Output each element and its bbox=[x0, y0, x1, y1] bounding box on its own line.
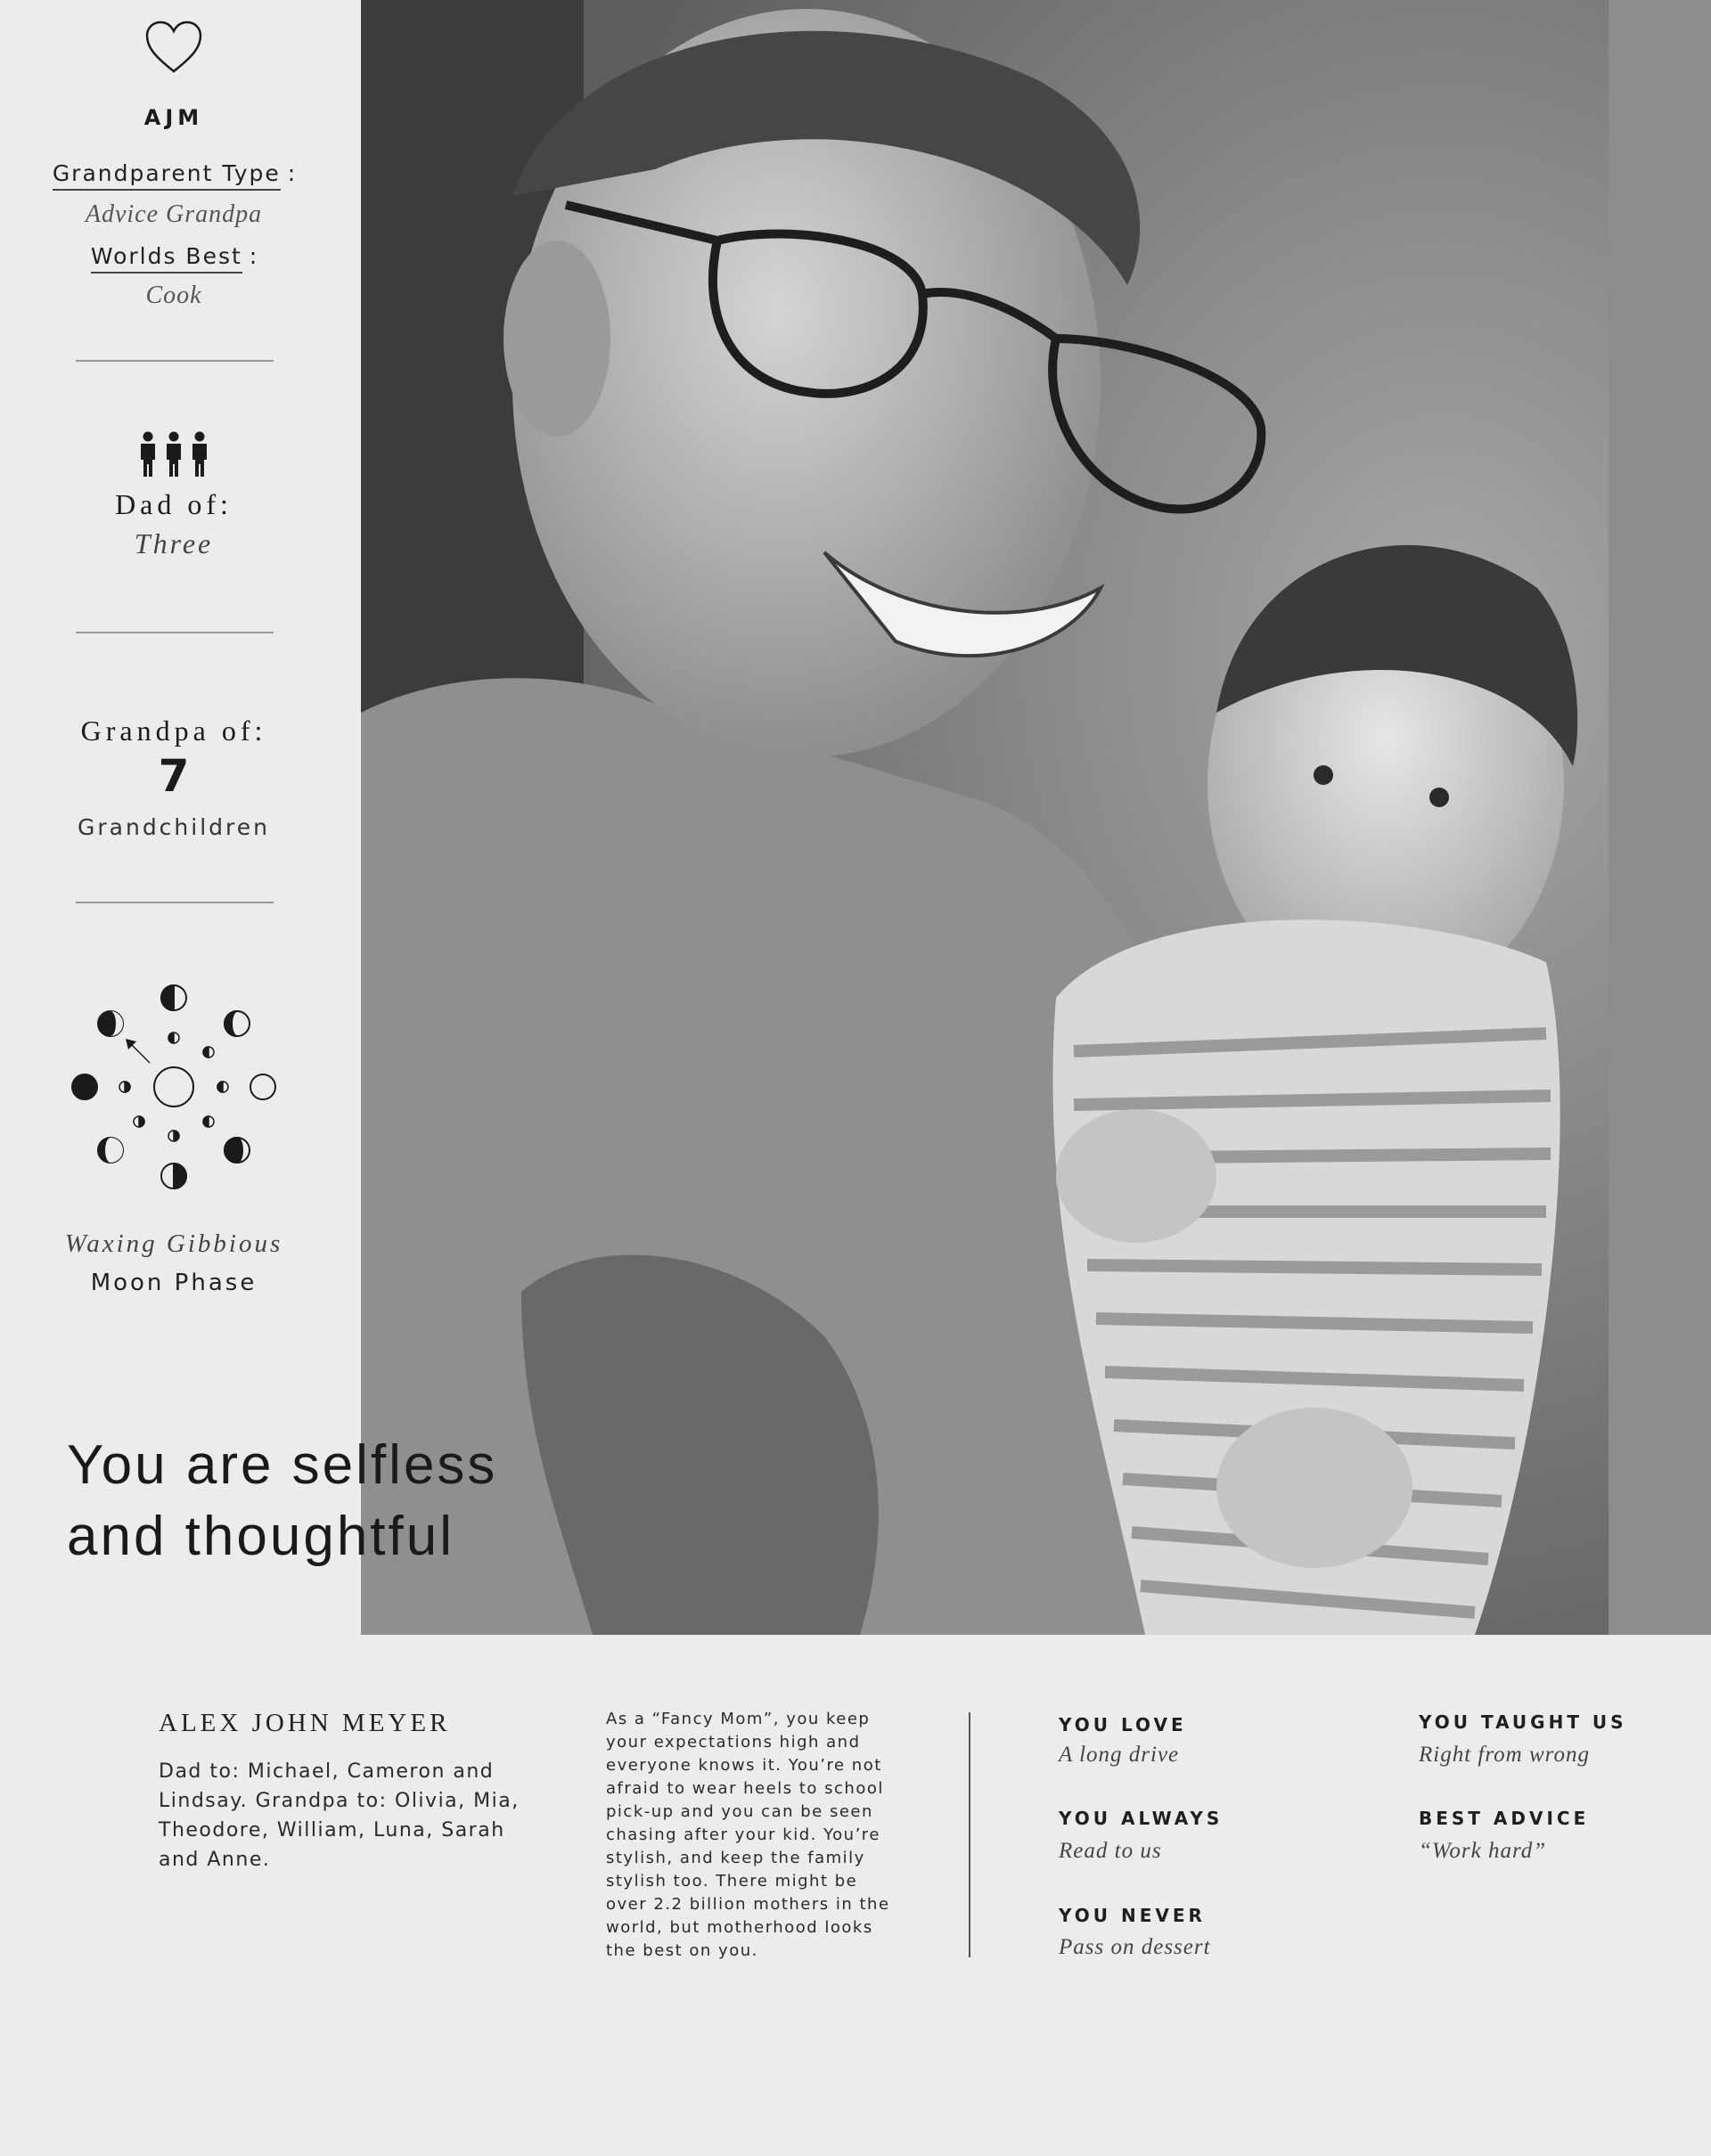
vertical-divider bbox=[969, 1712, 970, 1957]
heart-icon bbox=[144, 20, 203, 75]
you-taught-us-value: Right from wrong bbox=[1419, 1743, 1590, 1767]
you-taught-us-label: YOU TAUGHT US bbox=[1419, 1711, 1627, 1733]
three-people-icon-wrap bbox=[0, 431, 348, 481]
grandpa-baby-photo bbox=[361, 0, 1711, 1635]
you-always-value: Read to us bbox=[1059, 1839, 1162, 1863]
headline-line-2: and thoughtful bbox=[67, 1506, 455, 1567]
headline-line-1: You are selfless bbox=[67, 1434, 498, 1496]
moon-phase-label: Moon Phase bbox=[90, 1270, 258, 1296]
divider bbox=[76, 360, 274, 362]
grandparent-type-label-row: Grandparent Type : bbox=[0, 160, 348, 191]
worlds-best-label: Worlds Best bbox=[91, 243, 242, 274]
divider bbox=[76, 902, 274, 903]
grandparent-type-label: Grandparent Type bbox=[53, 160, 281, 191]
you-love-label: YOU LOVE bbox=[1059, 1714, 1187, 1735]
best-advice-value: “Work hard” bbox=[1419, 1839, 1547, 1863]
moon-phase-diagram-icon bbox=[67, 980, 281, 1194]
full-name: ALEX JOHN MEYER bbox=[159, 1709, 451, 1737]
moon-phase-name: Waxing Gibbious bbox=[64, 1229, 283, 1258]
you-never-value: Pass on dessert bbox=[1059, 1935, 1211, 1959]
you-always-label: YOU ALWAYS bbox=[1059, 1808, 1224, 1829]
three-people-icon bbox=[135, 431, 212, 478]
you-love-value: A long drive bbox=[1059, 1743, 1180, 1767]
dad-of-label: Dad of: bbox=[115, 488, 233, 520]
description-paragraph: As a “Fancy Mom”, you keep your expectations high and everyone knows it. You’re not afraid to wear heels to school pick-up and you can be seen chasing after your kid. You’re stylish, and keep the family stylish too. There might be over 2.2 billion mothers in the world, but motherhood looks the best on you. bbox=[606, 1710, 890, 1960]
worlds-best-label-row: Worlds Best : bbox=[0, 243, 348, 274]
dad-of-value: Three bbox=[134, 527, 214, 559]
best-advice-label: BEST ADVICE bbox=[1419, 1808, 1590, 1829]
grandchildren-count: 7 bbox=[158, 750, 190, 802]
bio: Dad to: Michael, Cameron and Lindsay. Grandpa to: Olivia, Mia, Theodore, William, Luna, Sarah and Anne. bbox=[159, 1760, 520, 1871]
divider bbox=[76, 632, 274, 633]
sidebar bbox=[0, 0, 361, 1635]
grandpa-of-label: Grandpa of: bbox=[80, 715, 267, 747]
worlds-best-value: Cook bbox=[145, 282, 202, 309]
initials: AJM bbox=[143, 105, 204, 130]
moon-phase-diagram-wrap bbox=[0, 980, 348, 1197]
you-never-label: YOU NEVER bbox=[1059, 1905, 1206, 1926]
heart-icon-wrap bbox=[0, 20, 348, 78]
headline bbox=[67, 1430, 497, 1572]
grandparent-type-value: Advice Grandpa bbox=[85, 200, 263, 228]
photo-illustration bbox=[361, 0, 1711, 1635]
grandchildren-label: Grandchildren bbox=[78, 814, 270, 840]
